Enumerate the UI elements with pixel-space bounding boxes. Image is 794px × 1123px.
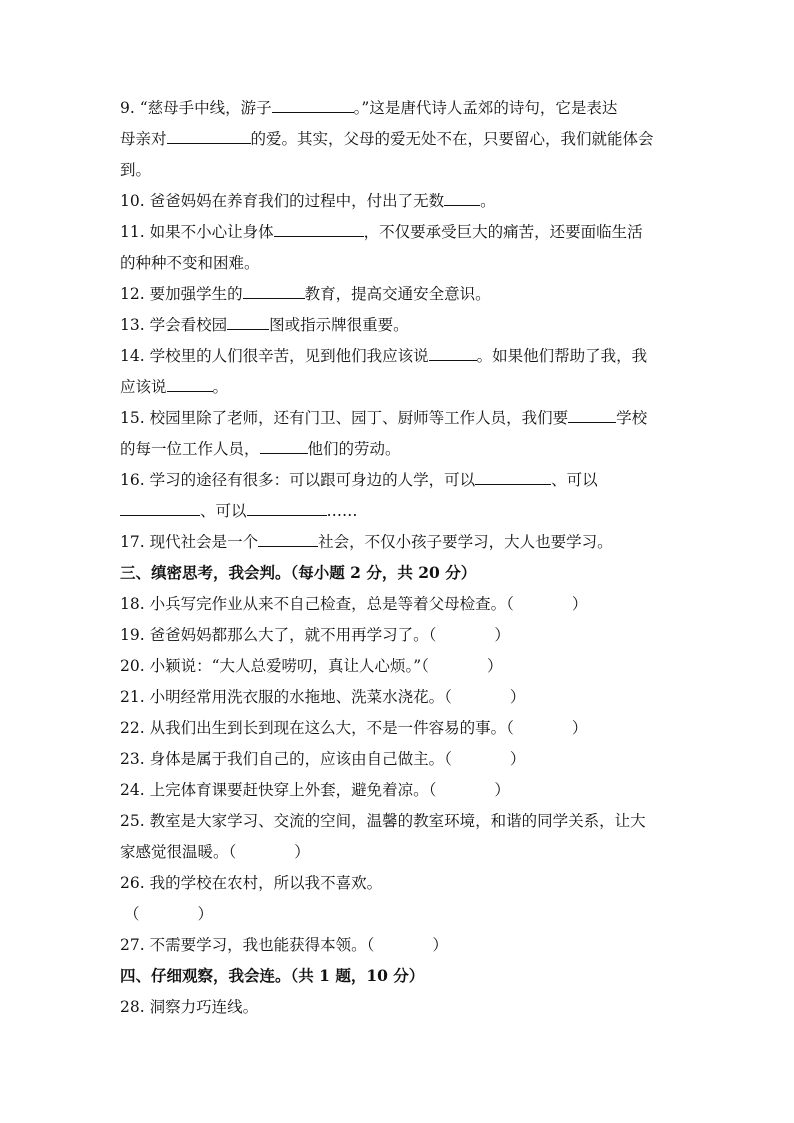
text: 21. 小明经常用洗衣服的水拖地、洗菜水浇花。（: [120, 688, 452, 706]
text: 。如果他们帮助了我，我: [476, 347, 648, 365]
question-13: [120, 315, 680, 335]
text: ）: [494, 626, 510, 644]
text: ）: [197, 905, 214, 923]
question-17: [120, 532, 680, 552]
answer-blank[interactable]: [274, 222, 364, 237]
question-15-line-2: [120, 439, 680, 459]
text: 23. 身体是属于我们自己的，应该由自己做主。（: [120, 750, 452, 768]
answer-blank[interactable]: [247, 501, 327, 516]
text: ）: [509, 750, 526, 768]
question-9-line-2: [120, 129, 680, 149]
text: 社会，不仅小孩子要学习，大人也要学习。: [318, 533, 613, 551]
judge-question-19: [120, 625, 680, 645]
text: 18. 小兵写完作业从来不自己检查，总是等着父母检查。（: [120, 595, 514, 613]
question-10: [120, 191, 680, 211]
judge-question-24: [120, 780, 680, 800]
answer-blank[interactable]: [444, 191, 480, 206]
text: 27. 不需要学习，我也能获得本领。（: [120, 936, 375, 954]
text: 图或指示牌很重要。: [269, 316, 409, 334]
text: 15. 校园里除了老师，还有门卫、园丁、厨师等工作人员，我们要: [120, 409, 569, 427]
text: ，不仅要承受巨大的痛苦，还要面临生活: [363, 223, 643, 241]
text: （: [124, 905, 140, 923]
question-11-line-2: 的种种不变和困难。: [120, 254, 260, 272]
answer-blank[interactable]: [272, 98, 354, 113]
text: ）: [486, 657, 503, 675]
judge-question-23: [120, 749, 680, 769]
judge-question-18: [120, 594, 680, 614]
text: ）: [571, 595, 588, 613]
answer-blank[interactable]: [475, 470, 551, 485]
answer-blank[interactable]: [227, 315, 269, 330]
text: 16. 学习的途径有很多：可以跟可身边的人学，可以: [120, 471, 476, 489]
answer-blank[interactable]: [167, 129, 251, 144]
judge-question-26-line-1: 26. 我的学校在农村，所以我不喜欢。: [120, 874, 383, 892]
judge-question-25-line-1: 25. 教室是大家学习、交流的空间，温馨的教室环境，和谐的同学关系，让大: [120, 812, 646, 830]
text: 22. 从我们出生到长到现在这么大，不是一件容易的事。（: [120, 719, 514, 737]
text: 。”这是唐代诗人孟郊的诗句，它是表达: [353, 99, 618, 117]
text: 应该说: [120, 378, 167, 396]
text: ）: [432, 936, 448, 954]
question-9-line-1: [120, 98, 680, 118]
text: 12. 要加强学生的: [120, 285, 243, 303]
judge-question-20: [120, 656, 680, 676]
text: 的每一位工作人员，: [120, 440, 260, 458]
question-12: [120, 284, 680, 304]
judge-question-27: [120, 935, 680, 955]
text: 20. 小颖说：“大人总爱唠叨，真让人心烦。”（: [120, 657, 429, 675]
question-16-line-1: [120, 470, 680, 490]
judge-question-22: [120, 718, 680, 738]
answer-blank[interactable]: [429, 346, 477, 361]
judge-question-26-line-2: [124, 904, 684, 924]
text: ）: [509, 688, 526, 706]
judge-question-25-line-2: [120, 842, 680, 862]
text: 14. 学校里的人们很辛苦，见到他们我应该说: [120, 347, 429, 365]
answer-blank[interactable]: [243, 284, 305, 299]
judge-question-21: [120, 687, 680, 707]
text: 学校: [616, 409, 648, 427]
text: 家感觉很温暖。（: [120, 843, 237, 861]
text: 10. 爸爸妈妈在养育我们的过程中，付出了无数: [120, 192, 445, 210]
question-9-line-3: 到。: [120, 161, 152, 179]
question-28: 28. 洞察力巧连线。: [120, 998, 259, 1016]
text: 9. “慈母手中线，游子: [120, 99, 272, 117]
question-11-line-1: [120, 222, 680, 242]
text: 19. 爸爸妈妈都那么大了，就不用再学习了。（: [120, 626, 437, 644]
text: 、可以: [200, 502, 247, 520]
text: ……: [326, 502, 358, 520]
section-4-heading: 四、仔细观察，我会连。（共 1 题，10 分）: [120, 966, 425, 985]
text: ）: [571, 719, 588, 737]
question-15-line-1: [120, 408, 680, 428]
answer-blank[interactable]: [260, 439, 308, 454]
text: 11. 如果不小心让身体: [120, 223, 274, 241]
text: 17. 现代社会是一个: [120, 533, 259, 551]
text: 24. 上完体育课要赶快穿上外套，避免着凉。（: [120, 781, 437, 799]
section-3-heading: 三、缜密思考，我会判。（每小题 2 分，共 20 分）: [120, 563, 477, 582]
text: 他们的劳动。: [307, 440, 401, 458]
text: 、可以: [551, 471, 598, 489]
answer-blank[interactable]: [120, 501, 200, 516]
text: ）: [294, 843, 310, 861]
answer-blank[interactable]: [258, 532, 318, 547]
text: 。: [212, 378, 229, 396]
text: 13. 学会看校园: [120, 316, 228, 334]
text: ）: [494, 781, 510, 799]
question-14-line-1: [120, 346, 680, 366]
text: 。: [480, 192, 496, 210]
text: 的爱。其实，父母的爱无处不在，只要留心，我们就能体会: [250, 130, 654, 148]
text: 教育，提高交通安全意识。: [304, 285, 491, 303]
question-16-line-2: [120, 501, 680, 521]
question-14-line-2: [120, 377, 680, 397]
answer-blank[interactable]: [568, 408, 616, 423]
answer-blank[interactable]: [167, 377, 213, 392]
text: 母亲对: [120, 130, 167, 148]
